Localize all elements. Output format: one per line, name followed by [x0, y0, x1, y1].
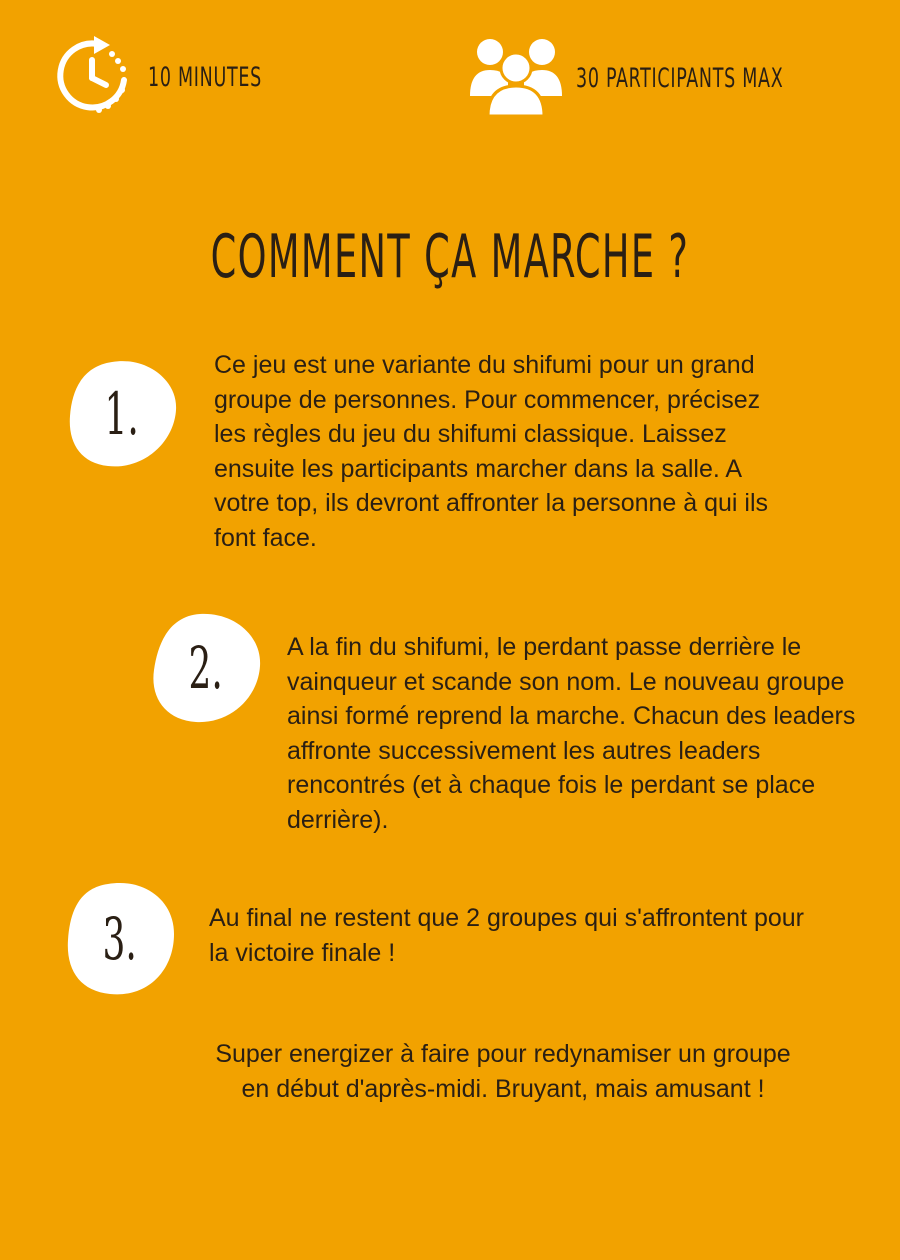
step-1-number: 1.	[104, 380, 140, 448]
closing-text: Super energizer à faire pour redynamiser un groupe en début d'après-midi. Bruyant, mais amusant !	[215, 1040, 791, 1103]
duration-info	[54, 36, 306, 119]
page-title: COMMENT ÇA MARCHE ?	[210, 222, 690, 292]
participants-info	[468, 36, 864, 121]
step-3-number-badge	[64, 880, 176, 998]
clock-icon	[54, 36, 130, 119]
step-2-number-badge	[150, 612, 262, 724]
group-icon	[468, 36, 564, 121]
duration-label: 10 MINUTES	[148, 62, 262, 93]
step-2-text: A la fin du shifumi, le perdant passe derrière le vainqueur et scande son nom. Le nouveau groupe ainsi formé reprend la marche. Chacun des leaders affronte successivement les autres leaders rencontrés (et à chaque fois le perdant se place derrière).	[287, 633, 856, 834]
step-3-text: Au final ne restent que 2 groupes qui s'affrontent pour la victoire finale !	[209, 904, 804, 967]
step-1-text: Ce jeu est une variante du shifumi pour un grand groupe de personnes. Pour commencer, précisez les règles du jeu du shifumi classique. Laissez ensuite les participants marcher dans la salle. A votre top, ils devront affronter la personne à qui ils font face.	[214, 351, 769, 552]
step-3-number: 3.	[102, 905, 138, 973]
page-title-container	[0, 222, 900, 292]
step-2-number: 2.	[188, 634, 224, 702]
step-1-number-badge	[66, 358, 178, 470]
participants-label: 30 PARTICIPANTS MAX	[576, 63, 784, 94]
